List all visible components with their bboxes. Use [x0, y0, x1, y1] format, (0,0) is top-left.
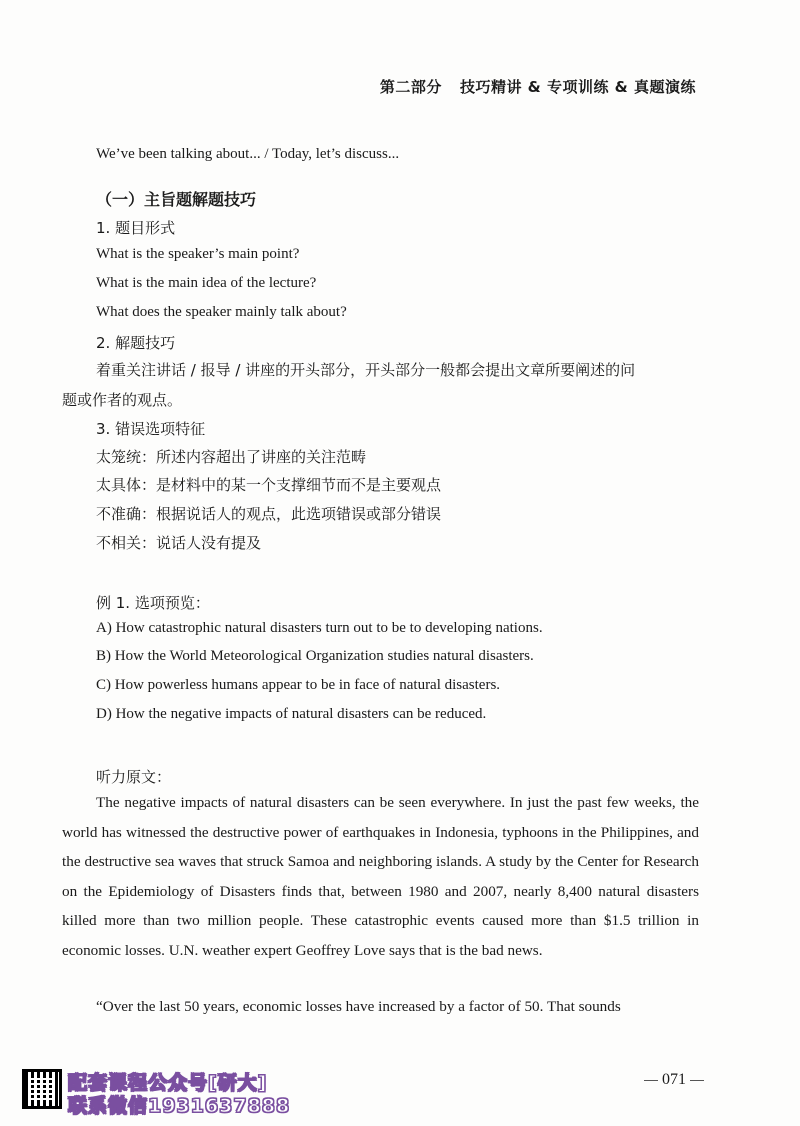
running-header [380, 76, 696, 97]
question-form-item: What is the speaker’s main point? [96, 246, 300, 262]
transcript-paragraph-2: “Over the last 50 years, economic losses have increased by a factor of 50. That sounds [96, 998, 621, 1015]
wrong-option-item: 太具体：是材料中的某一个支撑细节而不是主要观点 [96, 476, 442, 494]
watermark-line-2: 联系微信1931637888 [68, 1095, 291, 1117]
section-heading: （一）主旨题解题技巧 [96, 190, 257, 209]
transcript-paragraph-1: The negative impacts of natural disasters can be seen everywhere. In just the past few weeks, the world has witnessed the destructive power of earthquakes in Indonesia, typhoons in the Philippines, and the destructive sea waves that struck Samoa and neighboring islands. A study by the Center for Research on the Epidemiology of Disasters finds that, between 1980 and 2007, nearly 8,400 natural disasters killed more than two million people. These catastrophic events caused more than $1.5 trillion in economic losses. U.N. weather expert Geoffrey Love says that is the bad news. [62, 794, 699, 959]
page-number: 071 [662, 1071, 686, 1088]
technique-label: 2. 解题技巧 [96, 334, 176, 352]
technique-text-line2: 题或作者的观点。 [62, 391, 183, 409]
wrong-option-item: 不准确：根据说话人的观点，此选项错误或部分错误 [96, 505, 442, 523]
example-label: 例 1. 选项预览： [96, 594, 210, 612]
example-option-b: B) How the World Meteorological Organization studies natural disasters. [96, 648, 534, 664]
example-option-d: D) How the negative impacts of natural disasters can be reduced. [96, 706, 487, 722]
wrong-options-label: 3. 错误选项特征 [96, 420, 206, 438]
example-option-c: C) How powerless humans appear to be in face of natural disasters. [96, 677, 501, 693]
watermark-line-1: 配套课程公众号[研大] [68, 1072, 268, 1094]
header-title: 技巧精讲 & 专项训练 & 真题演练 [459, 78, 696, 96]
technique-text-line1: 着重关注讲话 / 报导 / 讲座的开头部分，开头部分一般都会提出文章所要阐述的问 [96, 361, 636, 379]
intro-line: We’ve been talking about... / Today, let’s discuss... [96, 146, 400, 162]
question-form-item: What is the main idea of the lecture? [96, 275, 317, 291]
question-form-item: What does the speaker mainly talk about? [96, 304, 347, 320]
qr-code-icon [22, 1069, 62, 1109]
question-forms-label: 1. 题目形式 [96, 219, 176, 237]
header-part: 第二部分 [379, 78, 442, 96]
wrong-option-item: 太笼统：所述内容超出了讲座的关注范畴 [96, 448, 367, 466]
transcript-label: 听力原文： [96, 768, 172, 786]
wrong-option-item: 不相关：说话人没有提及 [96, 534, 262, 552]
example-option-a: A) How catastrophic natural disasters turn out to be to developing nations. [96, 620, 543, 636]
